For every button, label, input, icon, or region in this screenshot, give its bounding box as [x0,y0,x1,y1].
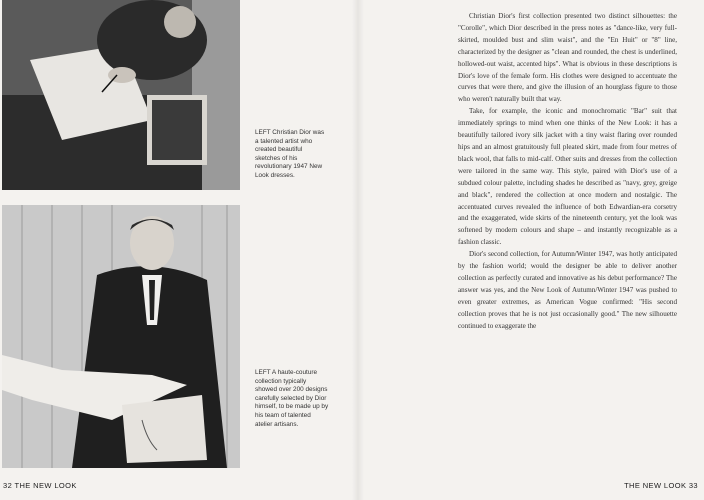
photo-illustration-top [2,0,240,190]
photo-dior-portrait [2,205,240,468]
folio-right: THE NEW LOOK 33 [624,481,698,490]
caption-bottom: LEFT A haute-couture collection typically showed over 200 designs carefully selected by Dior himself, to be made up by his team of talented atelier artisans. [255,369,329,428]
paragraph-2: Take, for example, the iconic and monochromatic "Bar" suit that immediately springs to mind when one thinks of the New Look: it has a beautifully tailored ivory silk jacket with a tiny waist flaring over rounded hips and an almost gratuitously full pleated skirt, made from four metres of black wool, that falls to mid-calf. Other suits and dresses from the collection were tailored in the same way. This style, paired with Dior's use of a subdued colour palette, including shades he described as "navy, grey, greige and black", rendered the collection at once modern and nostalgic. The accentuated curves revealed the influence of both Edwardian-era corsetry and the exaggerated, wide skirts of the nineteenth century, yet the look was softened by modern colours and shape – and instantly recognizable as a fashion classic. [458,107,677,247]
folio-left: 32 THE NEW LOOK [3,481,77,490]
caption-top: LEFT Christian Dior was a talented artist who created beautiful sketches of his revolutionary 1947 New Look dresses. [255,129,325,179]
gutter-shadow [352,0,364,500]
photo-dior-sketching [2,0,240,190]
body-text [458,11,677,332]
photo-illustration-bottom [2,205,240,468]
paragraph-3: Dior's second collection, for Autumn/Winter 1947, was hotly anticipated by the fashion world; would the designer be able to deliver another collection as perfectly curated and innovative as his debut performance? The answer was yes, and the New Look of Autumn/Winter 1947 was pushed to even greater extremes, as American Vogue confirmed: "His second collection proves that he is not just occasionally good." The new silhouette continued to exaggerate the [458,250,677,330]
paragraph-1: Christian Dior's first collection presented two distinct silhouettes: the "Corolle", which Dior described in the press notes as "dance-like, very full-skirted, moulded bust and slim waist", and the "En Huit" or "8" line, characterized by the designer as "clean and rounded, the chest is underlined, hollowed-out waist, accented hips". What is obvious in these descriptions is Dior's love of the female form. His clothes were designed to accentuate the curves that were there, and give the illusion of an hourglass figure to those who weren't naturally built that way. [458,12,677,104]
